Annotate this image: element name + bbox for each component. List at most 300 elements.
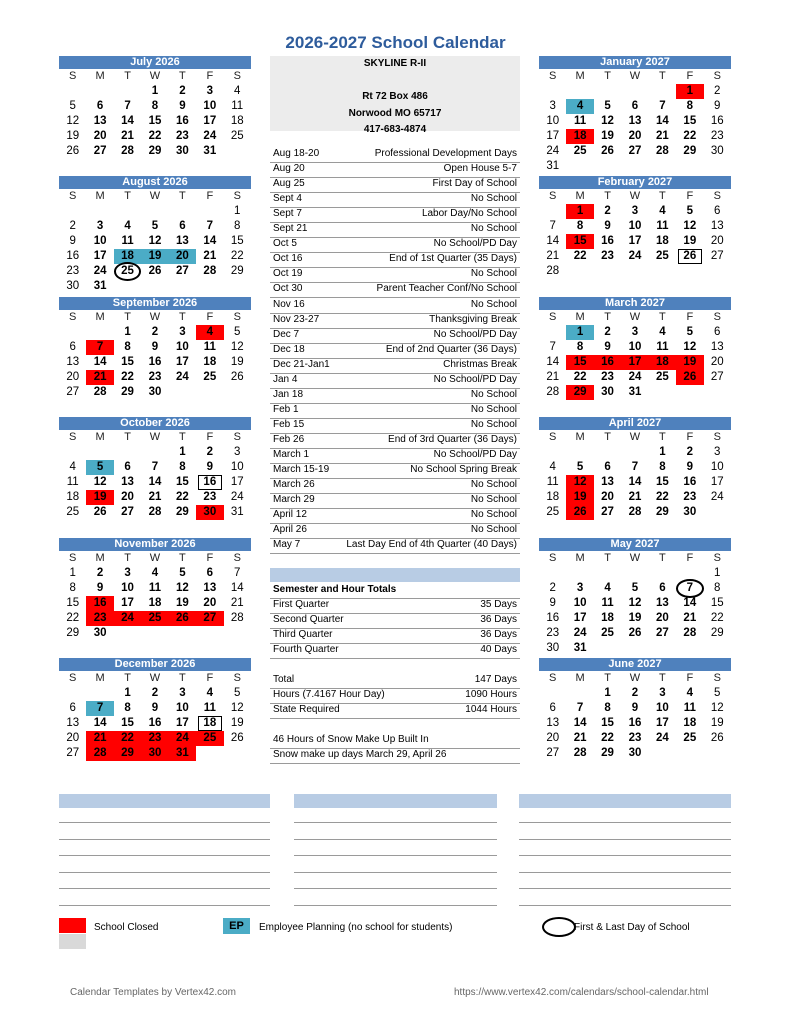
day-cell[interactable]: 23	[601, 250, 614, 263]
day-cell[interactable]: 7	[124, 100, 131, 112]
day-cell[interactable]: 11	[546, 476, 559, 489]
day-cell[interactable]: 17	[176, 355, 189, 368]
day-cell[interactable]: 13	[66, 355, 80, 368]
day-cell[interactable]: 18	[203, 355, 217, 368]
day-cell[interactable]: 10	[176, 340, 189, 353]
day-cell[interactable]: 26	[628, 626, 642, 639]
day-cell[interactable]: 10	[121, 581, 134, 594]
day-cell-employee-planning[interactable]: 18	[114, 249, 141, 264]
day-cell-closed[interactable]: 31	[169, 746, 196, 761]
day-cell[interactable]: 14	[93, 717, 107, 729]
note-line[interactable]	[59, 888, 270, 889]
day-cell[interactable]: 20	[66, 732, 80, 744]
day-cell[interactable]: 5	[714, 687, 721, 699]
day-cell[interactable]: 17	[93, 250, 107, 263]
day-cell[interactable]: 4	[124, 220, 131, 233]
day-cell[interactable]: 16	[601, 235, 614, 248]
day-cell-closed[interactable]: 30	[141, 746, 168, 761]
day-cell[interactable]: 13	[176, 235, 189, 248]
day-cell[interactable]: 7	[206, 220, 214, 233]
day-cell[interactable]: 6	[69, 340, 76, 353]
day-cell[interactable]: 28	[628, 506, 642, 519]
day-cell[interactable]: 9	[549, 596, 556, 609]
day-cell-closed[interactable]: 24	[114, 611, 141, 626]
day-cell-closed[interactable]: 15	[566, 234, 593, 249]
day-cell-employee-planning[interactable]: 20	[169, 249, 196, 264]
day-cell[interactable]: 29	[656, 506, 669, 519]
day-cell[interactable]: 30	[628, 747, 642, 759]
day-cell[interactable]: 22	[121, 370, 134, 383]
day-cell[interactable]: 21	[230, 596, 244, 609]
day-cell-closed[interactable]: 24	[169, 731, 196, 746]
day-cell[interactable]: 16	[710, 115, 724, 127]
day-cell[interactable]: 28	[656, 145, 669, 157]
note-line[interactable]	[294, 872, 497, 873]
day-cell[interactable]: 13	[601, 476, 614, 489]
day-cell[interactable]: 27	[710, 370, 724, 383]
day-cell[interactable]: 7	[631, 461, 639, 474]
day-cell[interactable]: 13	[546, 717, 560, 729]
note-line[interactable]	[519, 855, 731, 856]
day-cell[interactable]: 5	[179, 566, 186, 579]
day-cell[interactable]: 21	[683, 611, 697, 624]
day-cell-closed[interactable]: 12	[566, 475, 593, 490]
day-cell[interactable]: 23	[710, 130, 724, 142]
day-cell[interactable]: 21	[203, 250, 217, 263]
day-cell[interactable]: 8	[124, 340, 131, 353]
footer-url[interactable]: https://www.vertex42.com/calendars/school-calendar.html	[454, 987, 709, 998]
day-cell[interactable]: 27	[66, 747, 80, 759]
day-cell[interactable]: 22	[573, 370, 587, 383]
day-cell[interactable]: 21	[628, 491, 642, 504]
day-cell[interactable]: 24	[628, 370, 642, 383]
day-cell[interactable]: 10	[628, 340, 642, 353]
day-cell[interactable]: 16	[148, 355, 162, 368]
day-cell[interactable]: 13	[710, 340, 724, 353]
day-cell[interactable]: 24	[203, 130, 217, 142]
day-cell-closed[interactable]: 21	[86, 731, 113, 746]
day-cell[interactable]: 1	[124, 325, 131, 338]
day-cell[interactable]: 6	[124, 461, 131, 474]
day-cell[interactable]: 19	[176, 596, 189, 609]
note-line[interactable]	[59, 839, 270, 840]
day-cell[interactable]: 28	[148, 506, 162, 519]
day-cell-closed[interactable]: 1	[676, 84, 703, 99]
day-cell[interactable]: 20	[546, 732, 560, 744]
day-cell[interactable]: 17	[230, 476, 244, 489]
day-cell[interactable]: 14	[93, 355, 107, 368]
day-cell[interactable]: 31	[628, 385, 642, 398]
day-cell[interactable]: 28	[573, 747, 587, 759]
day-cell-employee-planning[interactable]: 19	[141, 249, 168, 264]
day-cell[interactable]: 11	[121, 235, 134, 248]
day-cell[interactable]: 4	[69, 461, 76, 474]
day-cell[interactable]: 10	[230, 461, 244, 474]
day-cell[interactable]: 20	[66, 370, 80, 383]
day-cell[interactable]: 3	[234, 446, 241, 459]
day-cell-first-last-day[interactable]: 7	[676, 581, 703, 596]
day-cell[interactable]: 19	[601, 130, 614, 142]
day-cell[interactable]: 18	[546, 491, 560, 504]
day-cell-closed[interactable]: 7	[86, 340, 113, 355]
day-cell[interactable]: 5	[151, 220, 159, 233]
day-cell[interactable]: 23	[66, 265, 80, 278]
day-cell[interactable]: 5	[234, 687, 241, 699]
day-cell[interactable]: 18	[683, 717, 697, 729]
day-cell[interactable]: 20	[710, 355, 724, 368]
day-cell-closed[interactable]: 30	[196, 505, 223, 520]
day-cell[interactable]: 25	[656, 250, 669, 263]
day-cell[interactable]: 11	[656, 220, 669, 233]
day-cell[interactable]: 26	[93, 506, 107, 519]
day-cell-closed[interactable]: 29	[114, 746, 141, 761]
note-line[interactable]	[519, 839, 731, 840]
day-cell[interactable]: 1	[151, 85, 159, 97]
day-cell[interactable]: 30	[93, 626, 107, 639]
day-cell[interactable]: 21	[121, 130, 134, 142]
day-cell[interactable]: 3	[576, 581, 584, 594]
note-line[interactable]	[294, 822, 497, 823]
day-cell-closed[interactable]: 19	[676, 355, 703, 370]
day-cell[interactable]: 6	[179, 220, 186, 233]
day-cell[interactable]: 1	[179, 446, 186, 459]
day-cell[interactable]: 21	[573, 732, 587, 744]
day-cell[interactable]: 26	[230, 732, 244, 744]
day-cell[interactable]: 14	[203, 235, 217, 248]
day-cell[interactable]: 19	[230, 717, 244, 729]
day-cell[interactable]: 11	[203, 702, 216, 714]
day-cell[interactable]: 15	[121, 355, 134, 368]
day-cell-closed[interactable]: 26	[566, 505, 593, 520]
day-cell[interactable]: 27	[121, 506, 134, 519]
note-line[interactable]	[294, 888, 497, 889]
day-cell[interactable]: 22	[710, 611, 724, 624]
day-cell[interactable]: 12	[710, 702, 724, 714]
day-cell[interactable]: 24	[573, 626, 587, 639]
day-cell[interactable]: 12	[230, 702, 244, 714]
day-cell-closed[interactable]: 23	[141, 731, 168, 746]
day-cell[interactable]: 5	[69, 100, 76, 112]
day-cell[interactable]: 17	[656, 717, 669, 729]
day-cell[interactable]: 26	[148, 265, 162, 278]
day-cell[interactable]: 15	[710, 596, 724, 609]
day-cell[interactable]: 16	[66, 250, 80, 263]
day-cell[interactable]: 29	[148, 145, 162, 157]
day-cell[interactable]: 19	[66, 130, 80, 142]
day-cell[interactable]: 11	[203, 340, 216, 353]
day-cell[interactable]: 10	[93, 235, 107, 248]
day-cell[interactable]: 18	[148, 596, 162, 609]
day-cell-closed[interactable]: 22	[114, 731, 141, 746]
day-cell[interactable]: 23	[176, 130, 189, 142]
note-line[interactable]	[294, 905, 497, 906]
day-cell-first-last-day[interactable]: 25	[114, 264, 141, 279]
day-cell[interactable]: 18	[230, 115, 244, 127]
day-cell[interactable]: 11	[601, 596, 614, 609]
day-cell[interactable]: 14	[683, 596, 697, 609]
day-cell[interactable]: 17	[546, 130, 560, 142]
day-cell[interactable]: 7	[151, 461, 159, 474]
day-cell[interactable]: 14	[573, 717, 587, 729]
day-cell[interactable]: 24	[656, 732, 669, 744]
day-cell[interactable]: 4	[549, 461, 556, 474]
day-cell[interactable]: 1	[714, 566, 721, 579]
day-cell-closed[interactable]: 25	[196, 731, 223, 746]
day-cell[interactable]: 21	[148, 491, 162, 504]
note-line[interactable]	[294, 855, 497, 856]
day-cell[interactable]: 16	[546, 611, 560, 624]
day-cell[interactable]: 5	[234, 325, 241, 338]
day-cell[interactable]: 26	[710, 732, 724, 744]
day-cell-closed[interactable]: 17	[621, 355, 648, 370]
day-cell[interactable]: 15	[601, 717, 614, 729]
day-cell[interactable]: 1	[659, 446, 666, 459]
day-cell[interactable]: 7	[659, 100, 666, 112]
day-cell[interactable]: 14	[121, 115, 134, 127]
day-cell[interactable]: 7	[234, 566, 241, 579]
note-line[interactable]	[59, 905, 270, 906]
note-line[interactable]	[519, 905, 731, 906]
day-cell[interactable]: 19	[628, 611, 642, 624]
day-cell[interactable]: 23	[601, 370, 614, 383]
day-cell[interactable]: 8	[686, 100, 694, 112]
day-cell[interactable]: 14	[546, 355, 560, 368]
day-cell[interactable]: 21	[546, 250, 560, 263]
day-cell[interactable]: 28	[546, 385, 560, 398]
day-cell[interactable]: 6	[549, 702, 556, 714]
day-cell[interactable]: 15	[176, 476, 189, 489]
day-cell[interactable]: 18	[656, 235, 669, 248]
day-cell[interactable]: 10	[176, 702, 189, 714]
day-cell[interactable]: 23	[546, 626, 560, 639]
day-cell[interactable]: 26	[66, 145, 80, 157]
day-cell[interactable]: 4	[151, 566, 159, 579]
day-cell[interactable]: 27	[546, 747, 560, 759]
day-cell-employee-planning[interactable]: 7	[86, 701, 113, 716]
day-cell[interactable]: 24	[230, 491, 244, 504]
day-cell[interactable]: 30	[148, 385, 162, 398]
day-cell[interactable]: 23	[148, 370, 162, 383]
day-cell[interactable]: 3	[714, 446, 721, 459]
day-cell-closed[interactable]: 19	[86, 490, 113, 505]
day-cell[interactable]: 6	[206, 566, 214, 579]
day-cell[interactable]: 29	[683, 145, 697, 157]
day-cell[interactable]: 2	[96, 566, 104, 579]
day-cell[interactable]: 15	[121, 717, 134, 729]
day-cell[interactable]: 13	[656, 596, 669, 609]
day-cell[interactable]: 29	[230, 265, 244, 278]
day-cell[interactable]: 8	[714, 581, 721, 594]
day-cell[interactable]: 29	[710, 626, 724, 639]
day-cell[interactable]: 10	[710, 461, 724, 474]
day-cell[interactable]: 20	[628, 130, 642, 142]
day-cell-employee-planning[interactable]: 1	[566, 325, 593, 340]
day-cell[interactable]: 20	[601, 491, 614, 504]
day-cell[interactable]: 6	[604, 461, 611, 474]
day-cell[interactable]: 28	[546, 265, 560, 278]
day-cell[interactable]: 4	[686, 687, 694, 699]
day-cell[interactable]: 14	[656, 115, 669, 127]
day-cell[interactable]: 12	[93, 476, 107, 489]
day-cell[interactable]: 5	[686, 205, 694, 218]
day-cell[interactable]: 4	[659, 205, 666, 218]
day-cell[interactable]: 11	[683, 702, 696, 714]
day-cell[interactable]: 27	[93, 145, 107, 157]
day-cell[interactable]: 8	[124, 702, 131, 714]
day-cell[interactable]: 23	[628, 732, 642, 744]
day-cell[interactable]: 17	[628, 235, 642, 248]
day-cell[interactable]: 1	[124, 687, 131, 699]
day-cell[interactable]: 6	[69, 702, 76, 714]
day-cell[interactable]: 3	[659, 687, 666, 699]
day-cell[interactable]: 17	[573, 611, 587, 624]
day-cell[interactable]: 26	[601, 145, 614, 157]
day-cell[interactable]: 8	[69, 581, 76, 594]
day-cell[interactable]: 29	[601, 747, 614, 759]
day-cell[interactable]: 27	[66, 385, 80, 398]
day-cell[interactable]: 2	[549, 581, 556, 594]
day-cell[interactable]: 31	[546, 160, 560, 172]
day-cell-closed[interactable]: 28	[86, 746, 113, 761]
day-cell[interactable]: 2	[631, 687, 639, 699]
day-cell[interactable]: 22	[656, 491, 669, 504]
day-cell[interactable]: 2	[604, 325, 611, 338]
day-cell[interactable]: 22	[601, 732, 614, 744]
day-cell[interactable]: 14	[628, 476, 642, 489]
note-line[interactable]	[59, 855, 270, 856]
note-line[interactable]	[59, 822, 270, 823]
day-cell[interactable]: 9	[604, 220, 611, 233]
day-cell[interactable]: 20	[93, 130, 107, 142]
day-cell-closed[interactable]: 15	[566, 355, 593, 370]
day-cell[interactable]: 4	[234, 85, 241, 97]
day-cell[interactable]: 9	[686, 461, 694, 474]
day-cell[interactable]: 4	[659, 325, 666, 338]
day-cell[interactable]: 10	[203, 100, 217, 112]
day-cell[interactable]: 18	[601, 611, 614, 624]
day-cell[interactable]: 25	[203, 370, 217, 383]
note-line[interactable]	[294, 839, 497, 840]
day-cell[interactable]: 17	[176, 717, 189, 729]
day-cell[interactable]: 6	[714, 205, 721, 218]
day-cell[interactable]: 15	[66, 596, 80, 609]
day-cell[interactable]: 2	[151, 325, 159, 338]
day-cell[interactable]: 2	[69, 220, 76, 233]
day-cell[interactable]: 27	[710, 250, 724, 263]
day-cell[interactable]: 24	[176, 370, 189, 383]
day-cell[interactable]: 10	[546, 115, 560, 127]
day-cell[interactable]: 4	[604, 581, 611, 594]
day-cell[interactable]: 16	[628, 717, 642, 729]
day-cell-employee-planning[interactable]: 4	[566, 99, 593, 114]
day-cell-quarter-end[interactable]: 26	[676, 249, 703, 264]
day-cell[interactable]: 25	[573, 145, 587, 157]
day-cell[interactable]: 4	[206, 687, 214, 699]
day-cell[interactable]: 25	[230, 130, 244, 142]
day-cell[interactable]: 2	[206, 446, 214, 459]
day-cell[interactable]: 17	[121, 596, 134, 609]
day-cell[interactable]: 31	[573, 641, 587, 654]
day-cell[interactable]: 25	[656, 370, 669, 383]
day-cell[interactable]: 21	[546, 370, 560, 383]
day-cell[interactable]: 16	[148, 717, 162, 729]
day-cell-closed[interactable]: 23	[86, 611, 113, 626]
day-cell[interactable]: 12	[683, 220, 697, 233]
day-cell[interactable]: 8	[234, 220, 241, 233]
day-cell[interactable]: 7	[549, 220, 556, 233]
day-cell[interactable]: 1	[234, 205, 241, 218]
day-cell[interactable]: 24	[628, 250, 642, 263]
day-cell[interactable]: 23	[683, 491, 697, 504]
day-cell[interactable]: 9	[206, 461, 214, 474]
day-cell[interactable]: 8	[604, 702, 611, 714]
note-line[interactable]	[519, 872, 731, 873]
day-cell[interactable]: 25	[66, 506, 80, 519]
day-cell[interactable]: 1	[69, 566, 76, 579]
day-cell[interactable]: 2	[151, 687, 159, 699]
day-cell[interactable]: 9	[151, 340, 159, 353]
day-cell[interactable]: 6	[631, 100, 639, 112]
day-cell[interactable]: 30	[710, 145, 724, 157]
day-cell[interactable]: 22	[66, 611, 80, 624]
day-cell[interactable]: 16	[683, 476, 697, 489]
day-cell-closed[interactable]: 16	[594, 355, 621, 370]
day-cell[interactable]: 12	[148, 235, 162, 248]
day-cell[interactable]: 17	[710, 476, 724, 489]
day-cell[interactable]: 10	[573, 596, 587, 609]
day-cell[interactable]: 8	[151, 100, 159, 112]
day-cell[interactable]: 8	[576, 220, 584, 233]
day-cell[interactable]: 19	[230, 355, 244, 368]
day-cell[interactable]: 12	[66, 115, 80, 127]
day-cell[interactable]: 5	[631, 581, 639, 594]
day-cell[interactable]: 19	[710, 717, 724, 729]
day-cell[interactable]: 27	[601, 506, 614, 519]
day-cell[interactable]: 6	[659, 581, 666, 594]
day-cell[interactable]: 30	[176, 145, 189, 157]
day-cell[interactable]: 12	[601, 115, 614, 127]
day-cell[interactable]: 28	[683, 626, 697, 639]
day-cell[interactable]: 25	[546, 506, 560, 519]
day-cell[interactable]: 9	[631, 702, 639, 714]
day-cell[interactable]: 11	[574, 115, 587, 127]
day-cell[interactable]: 12	[683, 340, 697, 353]
note-line[interactable]	[59, 872, 270, 873]
day-cell[interactable]: 3	[206, 85, 214, 97]
day-cell[interactable]: 5	[604, 100, 611, 112]
day-cell-employee-planning[interactable]: 5	[86, 460, 113, 475]
day-cell[interactable]: 24	[93, 265, 107, 278]
day-cell[interactable]: 30	[683, 506, 697, 519]
day-cell[interactable]: 8	[179, 461, 186, 474]
day-cell[interactable]: 3	[631, 205, 639, 218]
day-cell[interactable]: 29	[66, 626, 80, 639]
day-cell[interactable]: 3	[179, 325, 186, 338]
day-cell-closed[interactable]: 25	[141, 611, 168, 626]
day-cell[interactable]: 11	[656, 340, 669, 353]
day-cell[interactable]: 3	[631, 325, 639, 338]
day-cell[interactable]: 8	[576, 340, 584, 353]
day-cell[interactable]: 13	[66, 717, 80, 729]
day-cell[interactable]: 24	[546, 145, 560, 157]
day-cell[interactable]: 23	[203, 491, 217, 504]
day-cell[interactable]: 22	[573, 250, 587, 263]
day-cell[interactable]: 20	[121, 491, 134, 504]
day-cell[interactable]: 6	[714, 325, 721, 338]
day-cell[interactable]: 28	[203, 265, 217, 278]
note-line[interactable]	[519, 822, 731, 823]
day-cell[interactable]: 9	[604, 340, 611, 353]
